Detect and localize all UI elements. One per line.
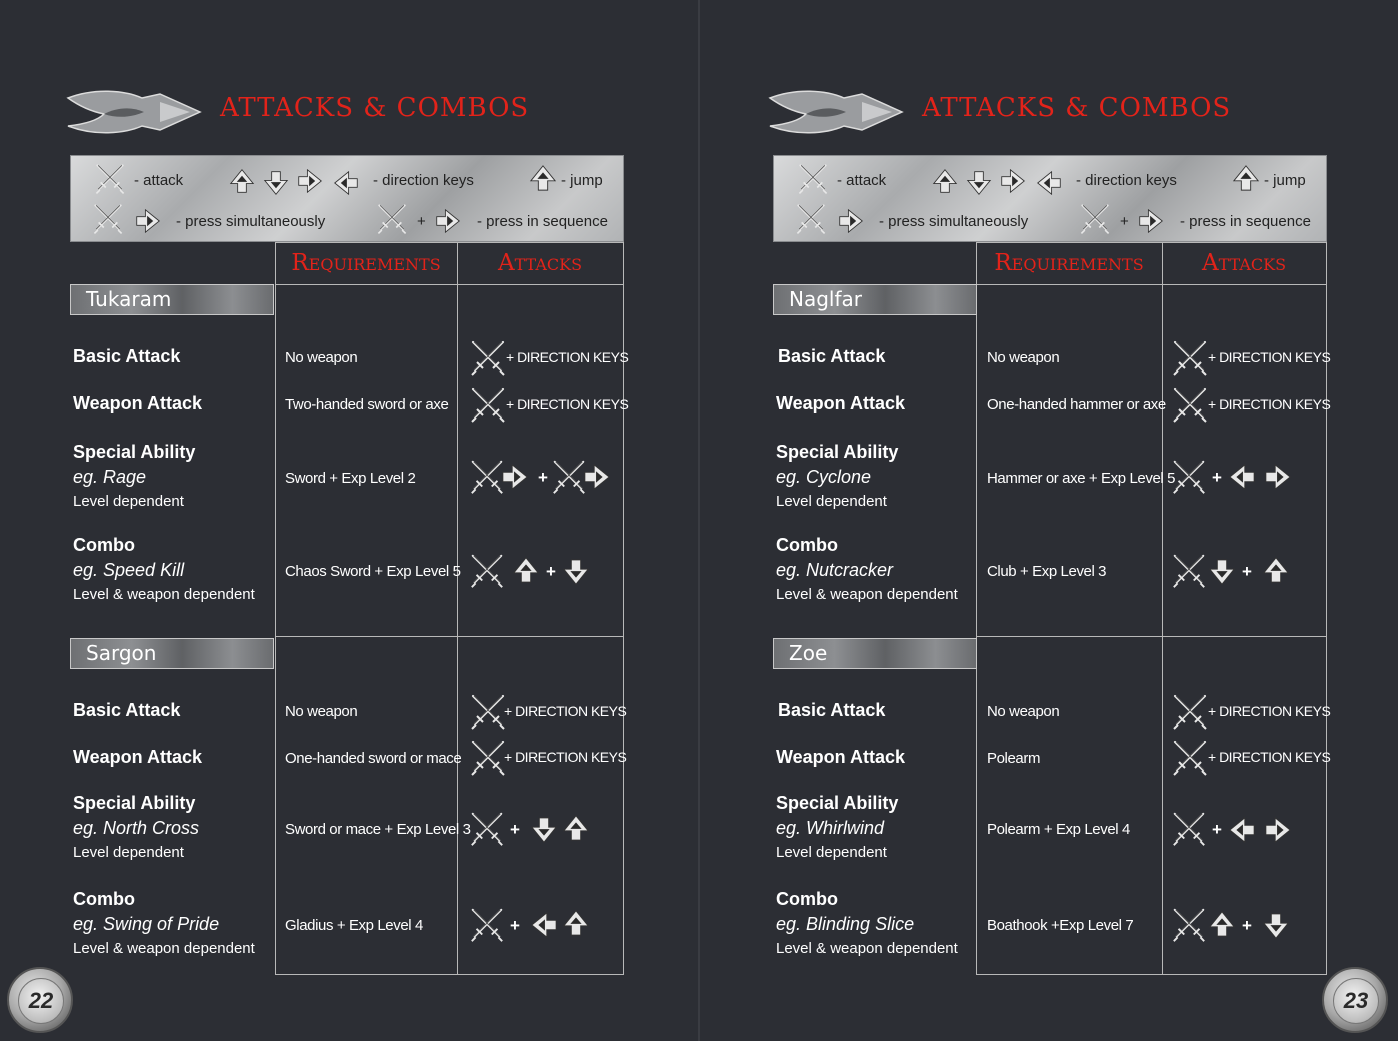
attack-icon [93,162,127,196]
attack-icon [1170,906,1208,944]
row-requirement: One-handed hammer or axe [987,396,1166,413]
row-name: Special Ability [776,793,899,813]
plus-sign: + [1242,562,1252,581]
row-name: Combo [776,535,838,555]
table-top-border [275,242,624,243]
arrow-right-icon [297,168,323,194]
arrow-right-icon [1264,816,1292,844]
row-name: Special Ability [73,442,196,462]
row-name: Combo [73,889,135,909]
attack-icon [1170,458,1208,496]
row-name: Combo [73,535,135,555]
table-bottom-border [275,974,624,975]
attack-icon [468,385,508,425]
character-name-tukaram: Tukaram [70,284,274,315]
attack-icon [468,692,508,732]
table-top-border [976,242,1327,243]
arrow-right-icon [580,463,614,491]
arrow-right-icon [435,208,461,234]
arrow-right-icon [1138,208,1164,234]
arrow-right-icon [498,463,532,491]
legend-plus: + [417,213,426,230]
character-name-naglfar: Naglfar [773,284,977,315]
row-name: Weapon Attack [73,393,203,413]
attack-icon [794,202,828,236]
legend-jump: - jump [561,172,603,189]
row-requirement: Sword + Exp Level 2 [285,470,416,487]
arrow-up-icon [562,909,590,937]
row-name: Combo [776,889,838,909]
arrow-up-icon [1208,910,1236,938]
row-example: eg. North Cross [73,818,200,838]
arrow-left-icon [530,911,558,939]
row-name: Weapon Attack [776,747,906,767]
table-column-divider [976,242,977,974]
attack-icon [468,552,506,590]
direction-keys-label: + DIRECTION KEYS [1208,349,1331,365]
arrow-up-icon [932,168,958,194]
plus-sign: + [510,820,520,839]
row-example: eg. Blinding Slice [776,914,915,934]
attack-icon [1170,738,1210,778]
attack-icon [468,738,508,778]
plus-sign: + [538,468,548,487]
row-requirement: Two-handed sword or axe [285,396,449,413]
row-level-note: Level & weapon dependent [73,586,255,603]
attack-icon [375,202,409,236]
attack-icon [1170,810,1208,848]
jump-icon [529,162,557,194]
arrow-down-icon [562,558,590,586]
row-requirement: No weapon [285,349,358,366]
direction-keys-label: + DIRECTION KEYS [504,703,627,719]
attack-icon [1170,338,1210,378]
arrow-right-icon [1264,463,1292,491]
requirements-header: Requirements [291,250,441,276]
plus-sign: + [510,916,520,935]
row-requirement: Boathook +Exp Level 7 [987,917,1134,934]
page-title: ATTACKS & COMBOS [922,93,1232,123]
table-bottom-border [976,974,1327,975]
legend-simultaneous: - press simultaneously [176,213,326,230]
row-level-note: Level & weapon dependent [73,940,255,957]
arrow-down-icon [263,170,289,196]
row-example: eg. Cyclone [776,467,872,487]
header-border [275,284,624,285]
row-requirement: No weapon [987,349,1060,366]
row-level-note: Level dependent [776,844,887,861]
requirements-header: Requirements [994,250,1144,276]
arrow-left-icon [1228,816,1256,844]
arrow-left-icon [333,170,359,196]
arrow-down-icon [966,170,992,196]
row-requirement: Club + Exp Level 3 [987,563,1107,580]
table-column-divider [1162,242,1163,974]
direction-keys-label: + DIRECTION KEYS [1208,703,1331,719]
row-example: eg. Swing of Pride [73,914,220,934]
row-example: eg. Rage [73,467,147,487]
row-requirement: Gladius + Exp Level 4 [285,917,423,934]
row-level-note: Level dependent [73,844,184,861]
row-name: Basic Attack [778,346,886,366]
direction-keys-label: + DIRECTION KEYS [1208,749,1331,765]
arrow-right-icon [838,208,864,234]
attack-icon [468,810,506,848]
attack-icon [91,202,125,236]
arrow-up-icon [512,556,540,584]
arrow-down-icon [1262,912,1290,940]
arrow-left-icon [1228,463,1256,491]
legend-plus: + [1120,213,1129,230]
row-requirement: Chaos Sword + Exp Level 5 [285,563,461,580]
section-border [976,636,1327,637]
character-name-sargon: Sargon [70,638,274,669]
attack-icon [1170,552,1208,590]
page-left [0,0,698,1041]
row-example: eg. Nutcracker [776,560,894,580]
arrow-down-icon [1208,558,1236,586]
row-requirement: Polearm [987,750,1041,767]
table-column-divider [275,242,276,974]
legend-jump: - jump [1264,172,1306,189]
blade-logo-icon [64,84,204,140]
row-level-note: Level & weapon dependent [776,940,958,957]
legend-sequence: - press in sequence [1180,213,1311,230]
arrow-up-icon [562,814,590,842]
legend-simultaneous: - press simultaneously [879,213,1029,230]
legend-attack: - attack [134,172,184,189]
plus-sign: + [1212,820,1222,839]
direction-keys-label: + DIRECTION KEYS [1208,396,1331,412]
row-requirement: One-handed sword or mace [285,750,462,767]
page-number-badge [7,967,73,1033]
plus-sign: + [1212,468,1222,487]
attack-icon [1170,385,1210,425]
legend-direction: - direction keys [1076,172,1177,189]
plus-sign: + [1242,916,1252,935]
row-name: Special Ability [73,793,196,813]
arrow-left-icon [1036,170,1062,196]
page-right [700,0,1398,1041]
row-level-note: Level dependent [776,493,887,510]
direction-keys-label: + DIRECTION KEYS [504,749,627,765]
attack-icon [1170,692,1210,732]
row-name: Basic Attack [778,700,886,720]
row-requirement: Hammer or axe + Exp Level 5 [987,470,1176,487]
header-border [976,284,1327,285]
row-requirement: No weapon [285,703,358,720]
arrow-up-icon [229,168,255,194]
controls-legend [773,155,1327,242]
row-example: eg. Whirlwind [776,818,885,838]
arrow-right-icon [1000,168,1026,194]
arrow-up-icon [1262,556,1290,584]
attack-icon [468,338,508,378]
direction-keys-label: + DIRECTION KEYS [506,349,629,365]
attack-icon [468,906,506,944]
row-name: Weapon Attack [73,747,203,767]
attack-icon [796,162,830,196]
legend-attack: - attack [837,172,887,189]
legend-direction: - direction keys [373,172,474,189]
row-name: Basic Attack [73,700,181,720]
plus-sign: + [546,562,556,581]
blade-logo-icon [766,84,906,140]
section-border [275,636,624,637]
table-column-divider [457,242,458,974]
row-requirement: Polearm + Exp Level 4 [987,821,1130,838]
row-requirement: Sword or mace + Exp Level 3 [285,821,471,838]
arrow-right-icon [135,208,161,234]
row-level-note: Level dependent [73,493,184,510]
attacks-header: Attacks [497,250,583,276]
arrow-down-icon [530,816,558,844]
row-level-note: Level & weapon dependent [776,586,958,603]
controls-legend [70,155,624,242]
row-name: Basic Attack [73,346,181,366]
row-name: Special Ability [776,442,899,462]
page-title: ATTACKS & COMBOS [220,93,530,123]
direction-keys-label: + DIRECTION KEYS [506,396,629,412]
row-name: Weapon Attack [776,393,906,413]
page-number: 22 [18,978,64,1024]
page-number-badge [1322,967,1388,1033]
character-name-zoe: Zoe [773,638,977,669]
attack-icon [1078,202,1112,236]
row-requirement: No weapon [987,703,1060,720]
row-example: eg. Speed Kill [73,560,185,580]
jump-icon [1232,162,1260,194]
legend-sequence: - press in sequence [477,213,608,230]
page-number: 23 [1333,978,1379,1024]
attacks-header: Attacks [1201,250,1287,276]
